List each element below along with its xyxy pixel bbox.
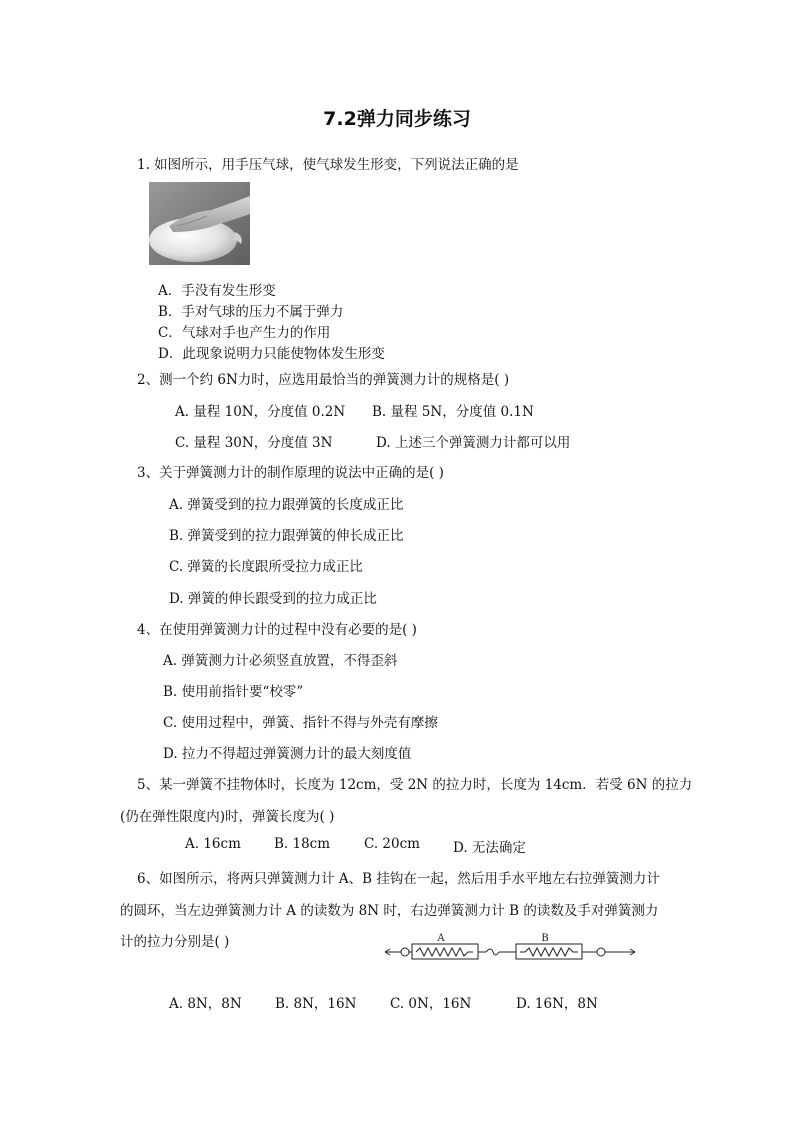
q5-stem-line1: 5、某一弹簧不挂物体时，长度为 12cm，受 2N 的拉力时，长度为 14cm．若受 6N 的拉力	[137, 777, 693, 793]
q2-option-d: D. 上述三个弹簧测力计都可以用	[376, 435, 571, 451]
q5-option-d: D. 无法确定	[453, 840, 526, 856]
q6-option-c: C. 0N，16N	[390, 996, 472, 1012]
scale-b-spring	[520, 948, 578, 956]
balloon-hand-image	[149, 182, 250, 265]
q2-option-b: B. 量程 5N，分度值 0.1N	[372, 404, 534, 420]
q6-option-d: D. 16N，8N	[516, 996, 598, 1012]
q5-option-c: C. 20cm	[364, 836, 420, 852]
q6-option-a: A. 8N，8N	[169, 996, 242, 1012]
q5-option-b: B. 18cm	[274, 836, 331, 852]
hooks	[486, 949, 499, 955]
q1-option-d: D．此现象说明力只能使物体发生形变	[158, 346, 385, 362]
q2-stem: 2、测一个约 6N力时，应选用最恰当的弹簧测力计的规格是( )	[137, 372, 510, 388]
q3-option-a: A. 弹簧受到的拉力跟弹簧的长度成正比	[169, 497, 404, 513]
scale-a-label: A	[437, 933, 445, 944]
q3-option-c: C. 弹簧的长度跟所受拉力成正比	[169, 559, 363, 575]
q4-option-c: C. 使用过程中，弹簧、指针不得与外壳有摩擦	[163, 715, 438, 731]
q3-option-d: D. 弹簧的伸长跟受到的拉力成正比	[169, 591, 377, 607]
q4-stem: 4、在使用弹簧测力计的过程中没有必要的是( )	[137, 622, 417, 638]
q1-option-a: A．手没有发生形变	[158, 283, 276, 299]
balloon-photo	[149, 182, 250, 265]
q5-stem-line2: (仍在弹性限度内)时，弹簧长度为( )	[120, 809, 335, 825]
q1-stem: 1. 如图所示，用手压气球，使气球发生形变，下列说法正确的是	[137, 157, 519, 173]
q6-option-b: B. 8N，16N	[275, 996, 357, 1012]
q5-option-a: A. 16cm	[185, 836, 241, 852]
scale-a-spring	[416, 948, 473, 956]
q4-option-b: B. 使用前指针要“校零”	[163, 684, 304, 700]
q6-stem-line3: 计的拉力分别是( )	[120, 934, 230, 950]
scale-b-label: B	[541, 933, 549, 944]
spring-scales-diagram	[383, 930, 639, 964]
q3-option-b: B. 弹簧受到的拉力跟弹簧的伸长成正比	[169, 528, 404, 544]
scale-a-ring	[401, 948, 409, 956]
q2-option-c: C. 量程 30N，分度值 3N	[175, 435, 333, 451]
q3-stem: 3、关于弹簧测力计的制作原理的说法中正确的是( )	[137, 465, 444, 481]
q1-option-c: C．气球对手也产生力的作用	[158, 325, 331, 341]
q1-option-b: B．手对气球的压力不属于弹力	[158, 304, 344, 320]
q6-stem-line2: 的圆环，当左边弹簧测力计 A 的读数为 8N 时，右边弹簧测力计 B 的读数及手对弹簧测力	[120, 903, 659, 919]
page-title: 7.2弹力同步练习	[323, 108, 471, 130]
q2-option-a: A. 量程 10N，分度值 0.2N	[175, 404, 346, 420]
q4-option-d: D. 拉力不得超过弹簧测力计的最大刻度值	[163, 746, 412, 762]
q6-stem-line1: 6、如图所示，将两只弹簧测力计 A、B 挂钩在一起，然后用手水平地左右拉弹簧测力计	[137, 871, 660, 887]
scale-b-ring	[597, 948, 605, 956]
q4-option-a: A. 弹簧测力计必须竖直放置，不得歪斜	[163, 653, 398, 669]
